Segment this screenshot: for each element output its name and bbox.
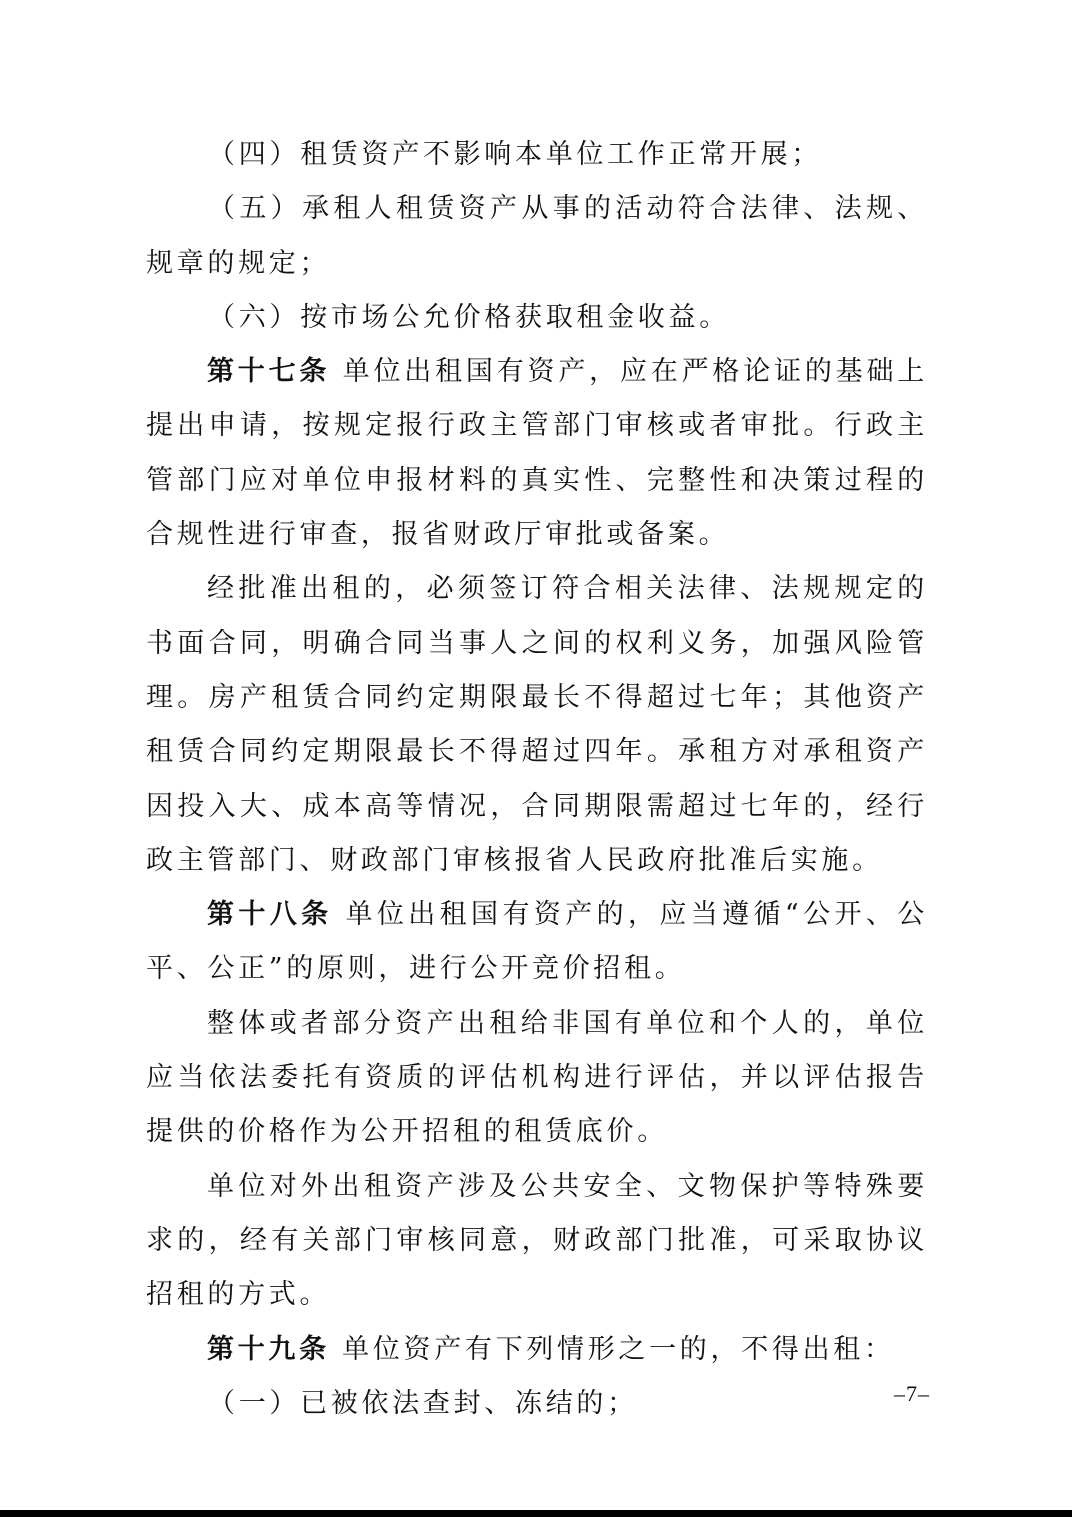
- clause-item: [146, 128, 928, 182]
- paragraph-text: 单位出租国有资产，应在严格论证的基础上提出申请，按规定报行政主管部门审核或者审批。行政主管部门应对单位申报材料的真实性、完整性和决策过程的合规性进行审查，报省财政厅审批或备案。: [146, 356, 928, 551]
- paragraph-text: （四）租赁资产不影响本单位工作正常开展；: [208, 139, 822, 170]
- paragraph-text: 整体或者部分资产出租给非国有单位和个人的，单位应当依法委托有资质的评估机构进行评估，并以评估报告提供的价格作为公开招租的租赁底价。: [146, 1007, 928, 1148]
- page-number: –7–: [894, 1381, 930, 1406]
- clause-item: [146, 182, 928, 291]
- body-text: [146, 128, 928, 1431]
- paragraph-text: （一）已被依法查封、冻结的；: [208, 1387, 638, 1419]
- paragraph-text: 单位出租国有资产的，应当遵循“公开、公平、公正”的原则，进行公开竞价招租。: [146, 899, 928, 985]
- clause-item: [146, 291, 928, 345]
- body-paragraph: [146, 1160, 928, 1323]
- clause-item: [146, 1377, 928, 1431]
- paragraph-text: 单位资产有下列情形之一的，不得出租：: [342, 1333, 895, 1365]
- paragraph-text: 单位对外出租资产涉及公共安全、文物保护等特殊要求的，经有关部门审核同意，财政部门批准，可采取协议招租的方式。: [146, 1170, 928, 1311]
- article-number: 第十七条: [207, 356, 331, 388]
- paragraph-text: 经批准出租的，必须签订符合相关法律、法规规定的书面合同，明确合同当事人之间的权利义务，加强风险管理。房产租赁合同约定期限最长不得超过七年；其他资产租赁合同约定期限最长不得超过四年。承租方对承租资产因投入大、成本高等情况，合同期限需超过七年的，经行政主管部门、财政部门审核报省人民政府批准后实施。: [146, 573, 928, 876]
- bottom-border: [0, 1510, 1072, 1517]
- article-number: 第十九条: [207, 1333, 330, 1365]
- article-paragraph: [146, 888, 928, 997]
- article-paragraph: [146, 345, 928, 562]
- article-number: 第十八条: [207, 899, 333, 931]
- paragraph-text: （五）承租人租赁资产从事的活动符合法律、法规、规章的规定；: [146, 193, 928, 279]
- paragraph-text: （六）按市场公允价格获取租金收益。: [208, 301, 730, 333]
- article-paragraph: [146, 1323, 928, 1377]
- body-paragraph: [146, 562, 928, 888]
- body-paragraph: [146, 997, 928, 1160]
